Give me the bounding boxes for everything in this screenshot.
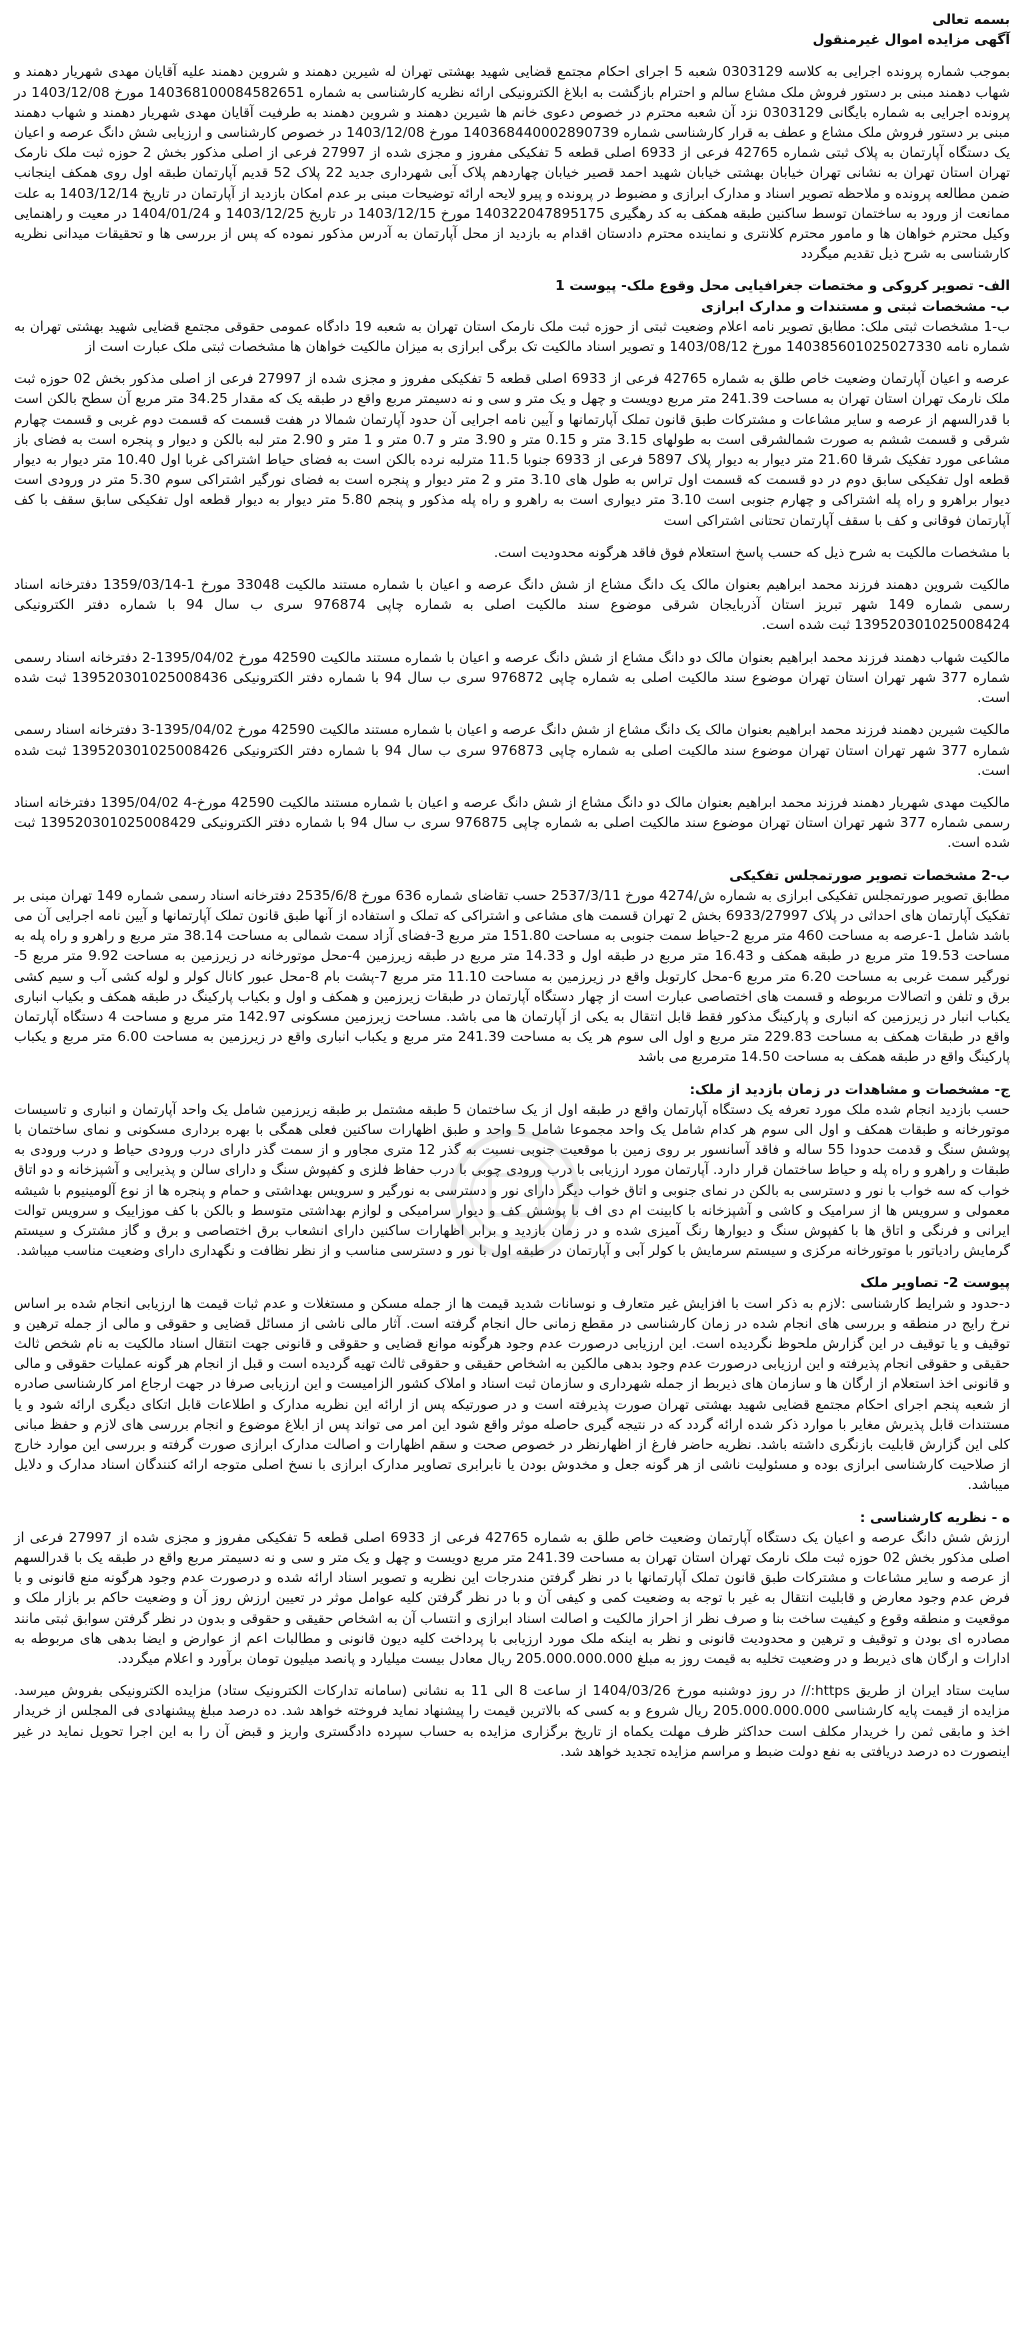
page-title: آگهی مزایده اموال غیرمنقول [812, 32, 1010, 49]
section-b1-paragraph: ب-1 مشخصات ثبتی ملک: مطابق تصویر نامه اعلام وضعیت ثبتی از حوزه ثبت ملک نارمک استان تهران به شعبه 19 دادگاه عمومی حقوقی مجتمع قضایی شهید بهشتی تهران به شماره نامه 140385601025027330 مورخ 1403/08/12 و تصویر اسناد مالکیت تک برگی ابرازی به میزان مالکیت خواهان ها مشخصات ثبتی ملک عبارت است از [14, 318, 1010, 356]
owner-item-3: مالکیت شیرین دهمند فرزند محمد ابراهیم بعنوان مالک یک دانگ مشاع از شش دانگ عرصه و اعیان با شماره مستند مالکیت 42590 مورخ 1395/04/02-3 دفترخانه اسناد رسمی شماره 377 شهر تهران استان تهران موضوع سند مالکیت اصلی به شماره چاپی 976873 سری ب سال 94 با شماره دفتر الکترونیکی 139520301025008426 ثبت شده است. [14, 722, 1011, 779]
section-h-heading: ه - نظریه کارشناسی : [859, 1509, 1010, 1526]
restriction-note: با مشخصات مالکیت به شرح ذیل که حسب پاسخ استعلام فوق فاقد هرگونه محدودیت است. [493, 544, 1010, 561]
section-b2-paragraph: مطابق تصویر صورتمجلس تفکیکی ابرازی به شماره ش/4274 مورخ 2537/3/11 حسب تقاضای شماره 636 مورخ 2535/6/8 دفترخانه اسناد رسمی شماره 149 تهران مبنی بر تفکیک آپارتمان های احداثی در پلاک 6933/27997 بخش 2 تهران قسمت های مشاعی و اشتراکی که تملک و استفاده از آنها طبق قانون تملک آپارتمانها و آیین نامه اجرایی آن می باشد شامل 1-عرصه به مساحت 460 متر مربع 2-حیاط سمت جنوبی به مساحت 151.80 متر مربع 3-فضای آزاد سمت شمالی به مساحت 38.14 متر مربع و راهرو و راه پله به مساحت 19.53 متر مربع در طبقه همکف و 16.43 متر مربع در طبقه اول و 14.33 متر مربع در طبقه زیرزمین 4-محل موتورخانه در زیرزمین به مساحت 9.92 متر مربع 5-نورگیر سمت غربی به مساحت 6.20 متر مربع 6-محل کارتوبل واقع در زیرزمین به مساحت 11.10 متر مربع 7-پشت بام 8-محل عبور کانال کولر و لوله کشی آب و سیم کشی برق و تلفن و اتصالات مربوطه و قسمت های اختصاصی عبارت است از چهار دستگاه آپارتمان در طبقات زیرزمین و همکف و اول و بکیاب پارکینگ در طبقه همکف و بکیاب انباری یکباب انبار در زیرزمین که انباری و پارکینگ مذکور فقط قابل انتقال به یکی از آپارتمان ها می باشد. مساحت زیرزمین مسکونی 142.97 متر مربع و مساحت 4 دستگاه آپارتمان واقع در طبقات همکف به مساحت 229.83 متر مربع و اول الی سوم هر یک به مساحت 241.39 متر مربع و یکباب انباری واقع در زیرزمین به مساحت 6.00 متر مربع و یکباب پارکینگ واقع در طبقه همکف به مساحت 14.50 مترمربع می باشد [14, 887, 1011, 1066]
section-c-paragraph: حسب بازدید انجام شده ملک مورد تعرفه یک دستگاه آپارتمان واقع در طبقه اول از یک ساختمان 5 طبقه مشتمل بر طبقه زیرزمین شامل یک واحد آپارتمان و انباری و تاسیسات موتورخانه و طبقات همکف و اول الی سوم هر کدام شامل یک واحد مجموعا شامل 5 واحد و طبق اظهارات ساکنین فعلی همگی با بهره برداری مسکونی و نمای ساختمان با پوشش سنگ و قدمت حدودا 55 ساله و فاقد آسانسور بر روی زمین با موقعیت جنوبی نسبت به گذر 12 متری مجاور و از سمت گذر دارای درب ورودی حیاط و درب ورودی به طبقات و راهرو و راه پله و حیاط ساختمان قرار دارد. آپارتمان مورد ارزیابی با درب ورودی چوبی با درب حفاظ فلزی و کفپوش سنگ و دارای سالن و پذیرایی و آشپزخانه و دو اتاق خواب که سه خواب با نور و دسترسی به بالکن در نمای جنوبی و اتاق خواب دیگر دارای نور و دسترسی به نورگیر و سرویس بهداشتی و حمام و پنجره ها از نوع آلومینیوم با شیشه معمولی و سرویس ها از سرامیک و کاشی و آشپزخانه با کابینت ام دی اف با پوشش کف و دیوار سرامیکی و لوازم بهداشتی متوسط و بالکن با کف موزاییک و سرویس توالت ایرانی و فرنگی و اتاق ها با کفپوش سنگ و دیوارها رنگ آمیزی شده و در زمان بازدید و برابر اظهارات ساکنین دارای انشعاب برق اختصاصی و برق و گاز مشترک و سیستم گرمایش رادیاتور با موتورخانه مرکزی و سیستم سرمایش با کولر آبی و آپارتمان در طبقه اول با نور و دسترسی مناسب و از نظر نظافت و نگهداری دارای وضعیت مناسب میباشد. [14, 1101, 1011, 1260]
owner-item-1: مالکیت شروین دهمند فرزند محمد ابراهیم بعنوان مالک یک دانگ مشاع از شش دانگ عرصه و اعیان با شماره مستند مالکیت 33048 مورخ 1-1359/03/14 دفترخانه اسناد رسمی شماره 149 شهر تبریز استان آذربایجان شرقی موضوع سند مالکیت اصلی به شماره چاپی 976874 سری ب سال 94 با شماره دفتر الکترونیکی 139520301025008424 ثبت شده است. [14, 577, 1010, 634]
section-b-heading: ب- مشخصات ثبتی و مستندات و مدارک ابرازی [701, 298, 1010, 315]
attachment-2-heading: پیوست 2- تصاویر ملک [860, 1275, 1010, 1292]
section-b2-heading: ب-2 مشخصات تصویر صورتمجلس تفکیکی [729, 867, 1010, 884]
intro-paragraph: بموجب شماره پرونده اجرایی به کلاسه 0303129 شعبه 5 اجرای احکام مجتمع قضایی شهید بهشتی تهران له شیرین دهمند و شروین دهمند علیه آقایان مهدی شهریار دهمند و شهاب دهمند مبنی بر دستور فروش ملک مشاع سالم و احترام بازگشت به ابلاغ الکترونیکی ارائه نظریه کارشناسی به شماره 140368100084582651 مورخ 1403/12/08 در پرونده اجرایی به شماره بایگانی 0303129 نزد آن شعبه محترم در خصوص دعوی خانم ها شیرین دهمند و شروین دهمند به طرفیت آقایان مهدی شهریار دهمند و شهاب دهمند مبنی بر دستور فروش ملک مشاع و عطف به قرار کارشناسی شماره 140368440002890739 مورخ 1403/12/08 در خصوص کارشناسی و ارزیابی شش دانگ عرصه و اعیان یک دستگاه آپارتمان به پلاک ثبتی شماره 42765 فرعی از 6933 اصلی قطعه 5 تفکیکی مفروز و مجزی شده از 27997 فرعی از اصلی مذکور بخش 2 حوزه ثبت ملک نارمک تهران استان تهران به نشانی تهران خیابان بهشتی خیابان شهید احمد قصیر خیابان چهاردهم پلاک آبی شهرداری جدید 22 پلاک 52 قدیم آپارتمان طبقه اول روی همکف اینجانب ضمن مطالعه پرونده و ملاحظه تصویر اسناد و مدارک ابرازی و مضبوط در پرونده و پیرو لایحه ارائه توضیحات مبنی بر عدم امکان بازدید از آپارتمان در تاریخ 1403/12/14 به علت ممانعت از ورود به ساختمان توسط ساکنین طبقه همکف به کد رهگیری 140322047895175 مورخ 1403/12/15 در تاریخ 1403/12/25 و 1404/01/24 در معیت و راهنمایی وکیل محترم خواهان ها و مامور محترم کلانتری و نماینده محترم دادستان اقدام به بازدید از محل آپارتمان به آدرس مذکور نموده که پس از بررسی ها و تحقیقات میدانی نظریه کارشناسی به شرح ذیل تقدیم میگردد [14, 64, 1010, 263]
section-a-heading: الف- تصویر کروکی و مختصات جغرافیایی محل وقوع ملک- پیوست 1 [555, 278, 1010, 295]
property-description-paragraph: عرصه و اعیان آپارتمان وضعیت خاص طلق به شماره 42765 فرعی از 6933 اصلی قطعه 5 تفکیکی مفروز و مجزی شده از 27997 فرعی از اصلی مذکور بخش 02 حوزه ثبت ملک نارمک تهران استان تهران به مساحت 241.39 متر مربع دویست و چهل و یک متر و سی و نه دسیمتر مربع واقع در طبقه یک که مقدار 34.25 متر مربع آن سطح بالکن است با قدرالسهم از عرصه و سایر مشاعات و مشترکات طبق قانون تملک آپارتمانها و آیین نامه اجرایی آن حدود آپارتمان شمالا در هفت قسمت که قسمت دوم غربی و قسمت چهارم شرقی و قسمت ششم به صورت شمالشرقی است به طولهای 3.15 متر و 0.15 متر و 3.90 متر و 0.7 متر و 1 متر و 2.90 متر لبه بالکن و دیوار و پنجره است به فضای باز مشاعی مورد تفکیک شرقا 21.60 متر دیوار به دیوار پلاک 5897 فرعی از 6933 جنوبا 11.5 مترلبه نرده بالکن است به فضای حیاط اشتراکی غربا اول 10.40 متر دیوار به دیوار قطعه اول تفکیکی سابق دوم در دو قسمت که قسمت اول تراس به طول های 3.10 متر و 2 متر دیوار و پنجره است به فضای نورگیر اشتراکی سوم 5.30 متر در ورودی است دیوار براهرو و راه پله اشتراکی و چهارم جنوبی است 3.10 متر دیواری است به راهرو و راه پله مذکور و پنجم 5.80 متر دیوار به دیوار قطعه اول تفکیکی سابق سقف با کف آپارتمان فوقانی و کف با سقف آپارتمان تحتانی اشتراکی است [14, 371, 1011, 529]
auction-footer-paragraph: سایت ستاد ایران از طریق https:// در روز دوشنبه مورخ 1404/03/26 از ساعت 8 الی 11 به نشانی (سامانه تدارکات الکترونیک ستاد) مزایده الکترونیکی بفروش میرسد. مزایده از قیمت پایه کارشناسی 205.000.000.000 ریال شروع و به کسی که بالاترین قیمت را پیشنهاد نماید فروخته خواهد شد. ده درصد مبلغ پیشنهادی فی المجلس از خریدار اخذ و مابقی ثمن را خریدار مکلف است حداکثر ظرف مهلت یکماه از تاریخ برگزاری مزایده به حساب سپرده دادگستری واریز و قبض آن را به این اجرا تحویل نماید در غیر اینصورت ده درصد دریافتی به نفع دولت ضبط و مراسم مزایده تجدید خواهد شد. [14, 1683, 1010, 1760]
section-h-paragraph: ارزش شش دانگ عرصه و اعیان یک دستگاه آپارتمان وضعیت خاص طلق به شماره 42765 فرعی از 6933 اصلی قطعه 5 تفکیکی مفروز و مجزی شده از 27997 فرعی از اصلی مذکور بخش 02 حوزه ثبت ملک نارمک تهران استان تهران به مساحت 241.39 متر مربع دویست و چهل و یک متر و سی و نه دسیمتر مربع واقع در طبقه یک با قدرالسهم از عرصه و سایر مشاعات و مشترکات طبق قانون تملک آپارتمانها با در نظر گرفتن مندرجات این نظریه و تصویر اسناد ارائه شده و درصورت عدم وجود هرگونه منع قانونی و با فرض عدم وجود معارض و قابلیت انتقال به غیر با توجه به وضعیت کمی و کیفی آن و با در نظر گرفتن کلیه عوامل موثر در تعیین ارزش روز آن و وضعیت حاکم بر بازار ملک و موقعیت و منطقه وقوع و کیفیت ساخت بنا و صرف نظر از احراز مالکیت و اصالت اسناد ابرازی و انتساب آن به اشخاص حقیقی و حقوقی و بدون در نظر گرفتن سوابق ثبتی مانند مصادره ای بودن و توقیف و ترهین و محدودیت قانونی و نظر به اینکه ملک مورد ارزیابی با پرداخت کلیه دیون قانونی و مطالبات اعم از عوارض و ایضا بدهی های مربوطه به ادارات و ارگان های ذیربط و در وضعیت تخلیه به قیمت روز به مبلغ 205.000.000.000 ریال معادل بیست میلیارد و پانصد میلیون تومان برآورد و اعلام میگردد. [14, 1529, 1010, 1668]
owner-item-4: مالکیت مهدی شهریار دهمند فرزند محمد ابراهیم بعنوان مالک دو دانگ مشاع از شش دانگ عرصه و اعیان با شماره مستند مالکیت 42590 مورخ-4 1395/04/02 دفترخانه اسناد رسمی شماره 377 شهر تهران استان تهران موضوع سند مالکیت اصلی به شماره چاپی 976875 سری ب سال 94 با شماره دفتر الکترونیکی 139520301025008429 ثبت شده است. [14, 794, 1010, 852]
section-d-paragraph: د-حدود و شرایط کارشناسی :لازم به ذکر است با افزایش غیر متعارف و نوسانات شدید قیمت ها از جمله مسکن و مستغلات و عدم ثبات قیمت ها ارزیابی انجام شده بر اساس نرخ رایج در منطقه و بررسی های انجام شده در زمان کارشناسی در مقطع زمانی حال انجام گرفته است. آثار مالی ناشی از مسائل قضایی و حقوقی و مالی از جمله ترهین و توقیف و یا توقیف در این گزارش ملحوظ نگردیده است. این ارزیابی درصورت عدم وجود هرگونه موانع قضایی و حقوقی و قانونی جهت انتقال اسناد مالکیت به نام شخص ثالث حقیقی و حقوقی انجام پذیرفته و این ارزیابی درصورت عدم وجود بدهی مالکین به اشخاص حقیقی و حقوقی ثالث تهیه گردیده است و قبل از انجام هر گونه عملیات حقوقی و مالی و قانونی اخذ استعلام از ارگان ها و سازمان های ذیربط از جمله شهرداری و سازمان ثبت اسناد و املاک کشور الزامیست و این ارزیابی صرفا در جهت ارجاع امر کارشناسی صادره از شعبه پنجم اجرای احکام مجتمع قضایی شهید بهشتی تهران صورت پذیرفته است و در صورتیکه پس از ارائه این نظریه مدارک و اطلاعات قابل اتکای دیگری ارائه شود و یا مستندات قابل پذیرش مغایر با موارد ذکر شده ارائه گردد که در نتیجه گیری حاصله موثر واقع شود این امر می تواند پس از ابلاغ موضوع و انجام بررسی های لازم و حفظ مبانی کلی این گزارش قابلیت بازنگری داشته باشد. نظریه حاضر فارغ از اظهارنظر در خصوص صحت و سقم اظهارات و اصالت مدارک ابرازی صورت گرفته و بررسی این موارد خارج از صلاحیت کارشناسی ابرازی بوده و مسئولیت ناشی از هر گونه جعل و مخدوش بودن یا نابرابری تصاویر مدارک ابرازی با نسخ اصلی متوجه ارائه کنندگان اسناد مدارک و دلایل میباشد. [14, 1295, 1010, 1494]
basmala: بسمه تعالی [932, 12, 1010, 28]
section-c-heading: ج- مشخصات و مشاهدات در زمان بازدید از ملک: [689, 1081, 1010, 1098]
owner-item-2: مالکیت شهاب دهمند فرزند محمد ابراهیم بعنوان مالک دو دانگ مشاع از شش دانگ عرصه و اعیان با شماره مستند مالکیت 42590 مورخ 1395/04/02-2 دفترخانه اسناد رسمی شماره 377 شهر تهران استان تهران موضوع سند مالکیت اصلی به شماره چاپی 976872 سری ب سال 94 با شماره دفتر الکترونیکی 139520301025008436 ثبت شده است. [14, 649, 1011, 707]
